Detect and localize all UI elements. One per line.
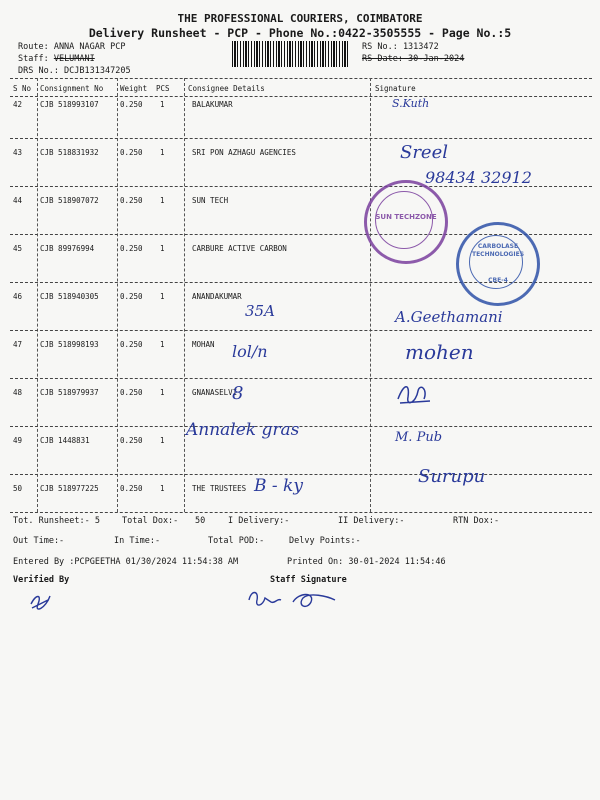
in-time: In Time:- bbox=[114, 536, 161, 546]
staff-label: Staff: bbox=[18, 54, 54, 64]
row-pcs: 1 bbox=[160, 484, 165, 493]
row-consignee: SRI PON AZHAGU AGENCIES bbox=[192, 148, 296, 157]
row-consignee: GNANASELVI bbox=[192, 388, 238, 397]
handwritten-signature bbox=[394, 377, 434, 409]
row-sno: 44 bbox=[13, 196, 23, 205]
row-consignment: CJB 89976994 bbox=[40, 244, 95, 253]
row-pcs: 1 bbox=[160, 292, 165, 301]
staff-name: VELUMANI bbox=[53, 54, 95, 64]
row-divider bbox=[10, 474, 592, 475]
col-signature: Signature bbox=[375, 84, 416, 93]
ii-delivery: II Delivery:- bbox=[338, 516, 405, 526]
row-sno: 48 bbox=[13, 388, 23, 397]
total-dox-value: 50 bbox=[195, 516, 206, 526]
row-sno: 50 bbox=[13, 484, 23, 493]
row-consignee: ANANDAKUMAR bbox=[192, 292, 242, 301]
runsheet-subtitle: Delivery Runsheet - PCP - Phone No.:0422-3505555 - Page No.:5 bbox=[88, 26, 512, 40]
row-consignment: CJB 518979937 bbox=[40, 388, 99, 397]
row-pcs: 1 bbox=[160, 388, 165, 397]
row-consignee: BALAKUMAR bbox=[192, 100, 233, 109]
row-sno: 45 bbox=[13, 244, 23, 253]
row-weight: 0.250 bbox=[120, 148, 143, 157]
handwritten-note: B - ky bbox=[254, 476, 303, 496]
col-consignee: Consignee Details bbox=[188, 84, 265, 93]
row-consignment: CJB 518993107 bbox=[40, 100, 99, 109]
col-consignment: Consignment No bbox=[40, 84, 104, 93]
row-pcs: 1 bbox=[160, 148, 165, 157]
row-sno: 46 bbox=[13, 292, 23, 301]
row-consignment: CJB 518977225 bbox=[40, 484, 99, 493]
table-row bbox=[0, 100, 600, 112]
staff-signature bbox=[245, 586, 345, 614]
entered-by: Entered By :PCPGEETHA 01/30/2024 11:54:38 AM bbox=[13, 557, 239, 567]
row-weight: 0.250 bbox=[120, 436, 143, 445]
handwritten-signature: A.Geethamani bbox=[395, 308, 503, 326]
row-pcs: 1 bbox=[160, 340, 165, 349]
row-sno: 49 bbox=[13, 436, 23, 445]
row-pcs: 1 bbox=[160, 244, 165, 253]
divider bbox=[10, 78, 592, 79]
table-row bbox=[0, 436, 600, 448]
handwritten-phone: 98434 32912 bbox=[425, 168, 532, 187]
verifier-signature bbox=[28, 590, 54, 612]
verified-by-label: Verified By bbox=[13, 575, 70, 585]
table-row bbox=[0, 340, 600, 352]
row-divider bbox=[10, 378, 592, 379]
rtn-dox: RTN Dox:- bbox=[453, 516, 500, 526]
handwritten-signature: S.Kuth bbox=[392, 97, 430, 110]
row-divider bbox=[10, 330, 592, 331]
row-consignment: CJB 518907072 bbox=[40, 196, 99, 205]
row-consignment: CJB 518940305 bbox=[40, 292, 99, 301]
handwritten-note: 35A bbox=[245, 302, 275, 320]
table-row bbox=[0, 196, 600, 208]
row-sno: 47 bbox=[13, 340, 23, 349]
row-pcs: 1 bbox=[160, 196, 165, 205]
row-divider bbox=[10, 138, 592, 139]
staff-signature-label: Staff Signature bbox=[270, 575, 347, 585]
drs-number: DRS No.: DCJB131347205 bbox=[18, 66, 131, 76]
row-weight: 0.250 bbox=[120, 388, 143, 397]
row-sno: 43 bbox=[13, 148, 23, 157]
handwritten-signature: Surupu bbox=[418, 466, 486, 487]
delvy-points: Delvy Points:- bbox=[289, 536, 361, 546]
handwritten-signature: Sreel bbox=[400, 142, 448, 163]
row-weight: 0.250 bbox=[120, 100, 143, 109]
row-consignment: CJB 518831932 bbox=[40, 148, 99, 157]
rs-number: RS No.: 1313472 bbox=[362, 42, 439, 52]
row-weight: 0.250 bbox=[120, 292, 143, 301]
sun-techzone-stamp: SUN TECHZONE bbox=[364, 180, 448, 264]
rs-date: RS Date: 30-Jan-2024 bbox=[362, 54, 465, 64]
row-pcs: 1 bbox=[160, 100, 165, 109]
handwritten-note: lol/n bbox=[232, 342, 268, 361]
row-weight: 0.250 bbox=[120, 340, 143, 349]
table-row bbox=[0, 148, 600, 160]
handwritten-note: 8 bbox=[232, 383, 244, 404]
row-pcs: 1 bbox=[160, 436, 165, 445]
row-consignee: MOHAN bbox=[192, 340, 215, 349]
barcode-image bbox=[232, 41, 350, 67]
col-weight: Weight bbox=[120, 84, 148, 93]
printed-on: Printed On: 30-01-2024 11:54:46 bbox=[287, 557, 446, 567]
staff-field bbox=[18, 54, 95, 64]
out-time: Out Time:- bbox=[13, 536, 65, 546]
col-pcs: PCS bbox=[156, 84, 170, 93]
handwritten-signature: M. Pub bbox=[395, 430, 443, 445]
carbolase-stamp: CARBOLASE TECHNOLOGIES CBE-4 bbox=[456, 222, 540, 306]
handwritten-signature: mohen bbox=[405, 340, 474, 364]
row-consignment: CJB 518998193 bbox=[40, 340, 99, 349]
route-label: Route: ANNA NAGAR PCP bbox=[18, 42, 126, 52]
divider bbox=[10, 96, 592, 97]
row-consignee: CARBURE ACTIVE CARBON bbox=[192, 244, 287, 253]
row-consignee: SUN TECH bbox=[192, 196, 229, 205]
row-sno: 42 bbox=[13, 100, 23, 109]
row-weight: 0.250 bbox=[120, 484, 143, 493]
divider bbox=[10, 512, 592, 513]
total-dox-label: Total Dox:- bbox=[122, 516, 179, 526]
total-pod: Total POD:- bbox=[208, 536, 265, 546]
handwritten-note: Annalek gras bbox=[186, 420, 300, 440]
col-sno: S No bbox=[13, 84, 32, 93]
row-consignment: CJB 1448831 bbox=[40, 436, 90, 445]
tot-runsheet: Tot. Runsheet:- 5 bbox=[13, 516, 100, 526]
company-title: THE PROFESSIONAL COURIERS, COIMBATORE bbox=[177, 12, 423, 25]
row-weight: 0.250 bbox=[120, 196, 143, 205]
row-consignee: THE TRUSTEES bbox=[192, 484, 247, 493]
i-delivery: I Delivery:- bbox=[228, 516, 290, 526]
row-weight: 0.250 bbox=[120, 244, 143, 253]
row-divider bbox=[10, 426, 592, 427]
table-row bbox=[0, 388, 600, 400]
